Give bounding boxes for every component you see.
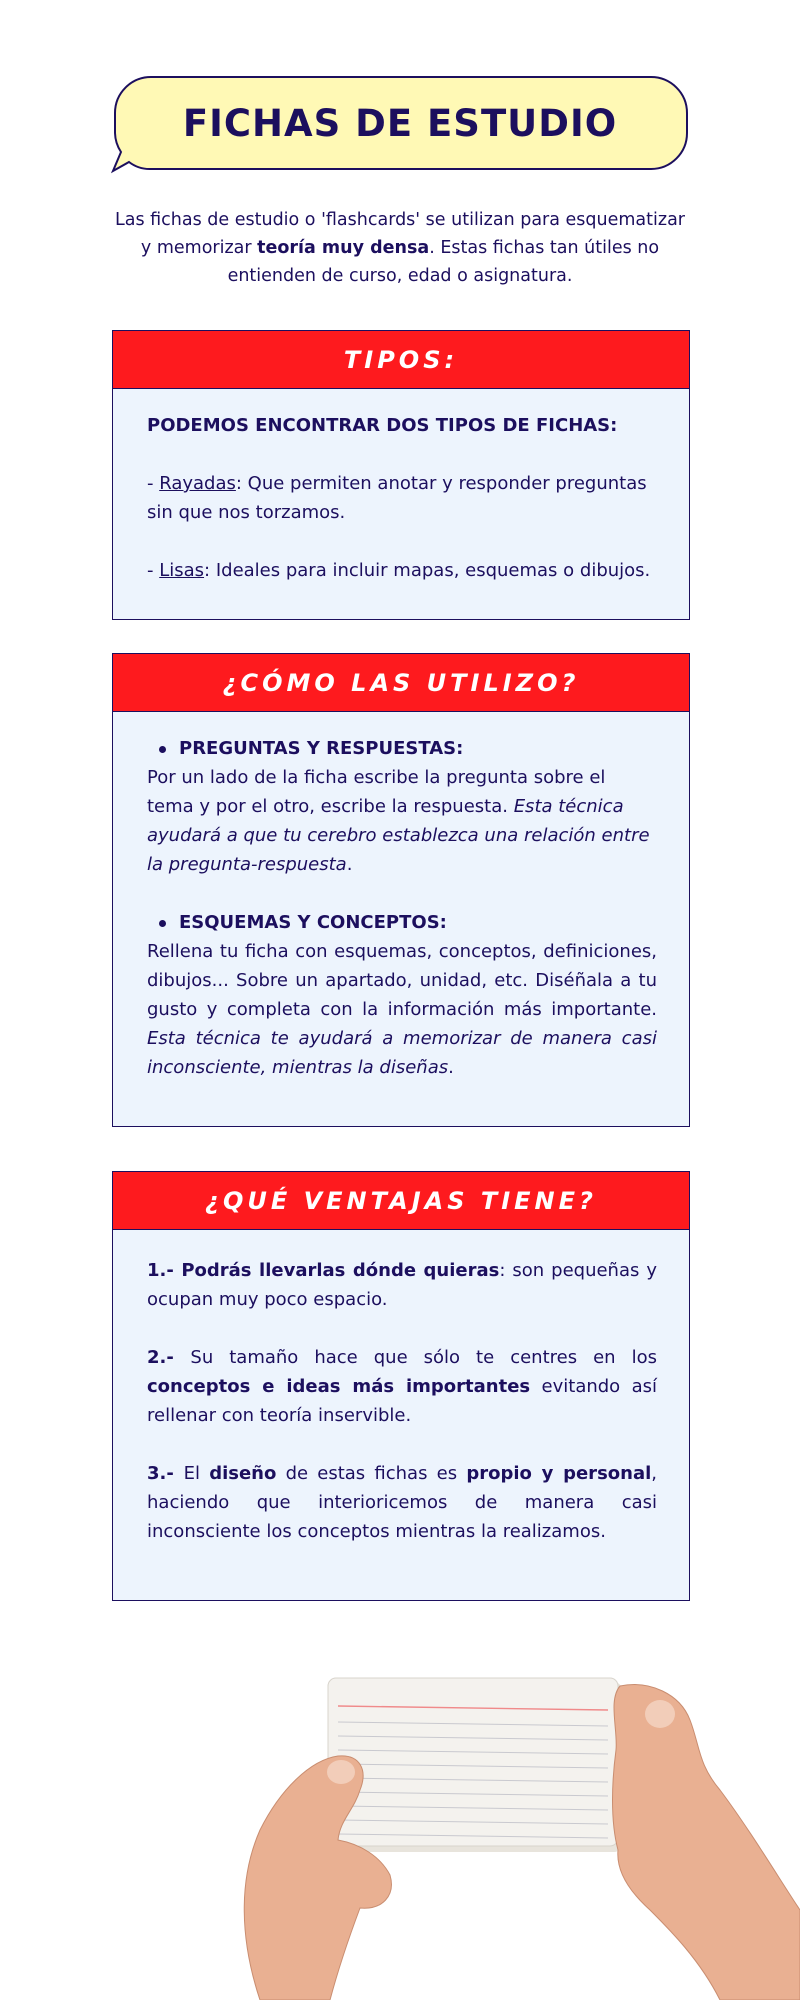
ventaja-num: 3.- [147, 1463, 184, 1484]
uso-bullet-preguntas: PREGUNTAS Y RESPUESTAS: [147, 734, 657, 763]
ventaja-num: 2.- [147, 1347, 191, 1368]
ventajas-body [113, 1230, 689, 1546]
tipos-item-rayadas [147, 469, 657, 527]
ventaja-text: , haciendo que interioricemos de manera casi inconsciente los conceptos mientras la realizamos. [147, 1463, 658, 1542]
uso-bullet-esquemas: ESQUEMAS Y CONCEPTOS: [147, 908, 657, 937]
intro-text-bold: teoría muy densa [257, 238, 430, 258]
ventaja-bold: propio y personal [466, 1463, 652, 1484]
ventaja-num: 1.- [147, 1260, 182, 1281]
ventaja-bold: diseño [209, 1463, 277, 1484]
uso-text: Rellena tu ficha con esquemas, conceptos, definiciones, dibujos... Sobre un apartado, unidad, etc. Diséñala a tu gusto y completa con la información más importante. [147, 941, 657, 1020]
hands-holding-flashcards-image [220, 1660, 800, 2000]
ventajas-card [112, 1171, 690, 1601]
ventaja-item-1 [147, 1256, 657, 1314]
ventaja-text: : son pequeñas y ocupan muy poco espacio. [147, 1260, 657, 1310]
title-bubble [111, 75, 689, 171]
tipos-card [112, 330, 690, 620]
uso-end: . [448, 1057, 454, 1078]
tipos-heading: TIPOS: [113, 331, 689, 389]
flashcard-stack [328, 1678, 622, 1852]
tipos-item-text: : Que permiten anotar y responder preguntas sin que nos torzamos. [147, 473, 647, 523]
tipos-item-prefix: - [147, 473, 160, 494]
uso-body [113, 712, 689, 1082]
tipos-item-lisas [147, 556, 657, 585]
tipos-item-term: Lisas [159, 560, 205, 581]
ventaja-bold: conceptos e ideas más importantes [147, 1376, 531, 1397]
ventaja-text: El [183, 1463, 210, 1484]
intro-text-end: . Estas fichas tan útiles no entienden de curso, edad o asignatura. [227, 238, 660, 286]
ventaja-text: de estas fichas es [276, 1463, 467, 1484]
ventaja-bold: Podrás llevarlas dónde quieras [181, 1260, 500, 1281]
uso-card [112, 653, 690, 1127]
page-title: FICHAS DE ESTUDIO [182, 101, 618, 145]
ventaja-item-2 [147, 1343, 657, 1430]
uso-italic: Esta técnica ayudará a que tu cerebro establezca una relación entre la pregunta-respuesta [147, 796, 650, 875]
uso-text-esquemas [147, 937, 657, 1082]
intro-text-start: Las fichas de estudio o 'flashcards' se utilizan para esquematizar y memorizar [115, 210, 685, 258]
uso-text: Por un lado de la ficha escribe la pregunta sobre el tema y por el otro, escribe la respuesta. [147, 767, 606, 817]
ventaja-text: evitando así rellenar con teoría inservible. [147, 1376, 657, 1426]
uso-end: . [346, 854, 353, 875]
tipos-subtitle: PODEMOS ENCONTRAR DOS TIPOS DE FICHAS: [147, 415, 618, 436]
ventaja-item-3 [147, 1459, 657, 1546]
tipos-item-prefix: - [147, 560, 160, 581]
uso-italic: Esta técnica te ayudará a memorizar de manera casi inconsciente, mientras la diseñas [147, 1028, 657, 1078]
tipos-item-term: Rayadas [159, 473, 236, 494]
tipos-body [113, 389, 689, 585]
uso-text-preguntas [147, 763, 657, 879]
tipos-item-text: : Ideales para incluir mapas, esquemas o dibujos. [204, 560, 651, 581]
right-hand [613, 1685, 800, 2000]
intro-paragraph [110, 206, 690, 290]
ventajas-heading: ¿QUÉ VENTAJAS TIENE? [113, 1172, 689, 1230]
ventaja-text: Su tamaño hace que sólo te centres en los [190, 1347, 657, 1368]
uso-heading: ¿CÓMO LAS UTILIZO? [113, 654, 689, 712]
